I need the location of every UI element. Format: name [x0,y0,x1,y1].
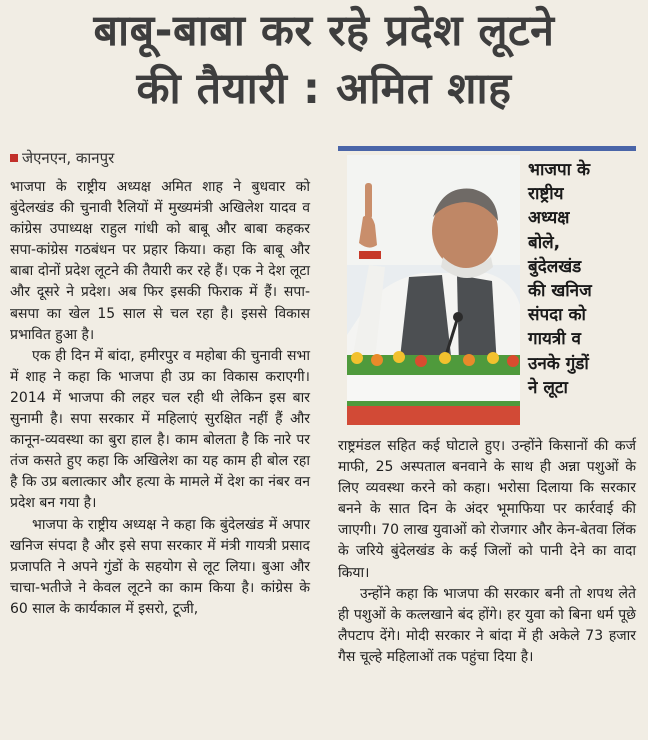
caption-line: बोले, [528,232,561,253]
speaker-photo [347,155,520,425]
article-paragraph: एक ही दिन में बांदा, हमीरपुर व महोबा की चुनावी सभा में शाह ने कहा कि भाजपा ही उप्र का विकास कराएगी। 2014 में भाजपा की लहर चल रही थी लेकिन इस बार सुनामी है। सपा सरकार में महिलाएं सुरक्षित नहीं हैं और कानून-व्यवस्था का बुरा हाल है। काम बोलता है कि नारे पर तंज कसते हुए कहा कि अखिलेश का यह काम ही बोल रहा है कि उप्र बलात्कार और हत्या के मामले में देश का नंबर वन प्रदेश बन गया है। [10,347,310,512]
caption-line: गायत्री व [528,329,581,350]
photo-top-rule [338,146,636,151]
article-paragraph: भाजपा के राष्ट्रीय अध्यक्ष अमित शाह ने बुधवार को बुंदेलखंड की चुनावी रैलियों में मुख्यमंत्री अखिलेश यादव व कांग्रेस उपाध्यक्ष राहुल गांधी को बाबू और बाबा कहकर सपा-कांग्रेस गठबंधन पर प्रहार किया। कहा कि बाबू और बाबा दोनों प्रदेश लूटने की तैयारी कर रहे हैं। एक ने देश लूटा और दूसरे ने प्रदेश। अब फिर इसकी फिराक में हैं। सपा-बसपा का खेल 15 साल से चल रहा है। इससे विकास प्रभावित हुआ है। [10,179,310,343]
caption-line: उनके गुंडों [528,353,589,374]
article-column-right [338,436,636,668]
byline [10,148,114,168]
caption-line: बुंदेलखंड [528,256,582,277]
byline-marker-icon [10,154,18,162]
caption-line: राष्ट्रीय [528,184,564,205]
article-paragraph: उन्होंने कहा कि भाजपा की सरकार बनी तो शपथ लेते ही पशुओं के कत्लखाने बंद होंगे। हर युवा को बिना धर्म पूछे लैपटाप देंगे। मोदी सरकार ने बांदा में ही अकेले 73 हजार गैस चूल्हे महिलाओं तक पहुंचा दिया है। [338,585,636,665]
article-paragraph: भाजपा के राष्ट्रीय अध्यक्ष ने कहा कि बुंदेलखंड में अपार खनिज संपदा है और इसे सपा सरकार में मंत्री गायत्री प्रसाद प्रजापति ने अपने गुंडों के सहयोग से लूट लिया। बुआ और चाचा-भतीजे ने केवल लूटने का काम किया है। कांग्रेस के 60 साल के कार्यकाल में इसरो, टूजी, [10,516,310,617]
byline-text: जेएनएन, कानपुर [22,149,115,167]
caption-line: भाजपा के [528,160,591,180]
caption-line: ने लूटा [528,377,568,398]
article-paragraph: राष्ट्रमंडल सहित कई घोटाले हुए। उन्होंने किसानों की कर्ज माफी, 25 अस्पताल बनवाने के साथ ही अन्ना पशुओं के लिए व्यवस्था करने को कहा। भरोसा दिलाया कि सरकार बनने के सात दिन के अंदर भूमाफिया पर कार्रवाई की जाएगी। 70 लाख युवाओं को रोजगार और केन-बेतवा लिंक के जरिये बुंदेलखंड के कई जिलों को पानी देने का वादा किया। [338,438,636,581]
speaker-at-podium-image [347,155,520,425]
article-column-left [10,177,310,620]
caption-line: संपदा को [528,305,586,326]
headline-line-1: बाबू-बाबा कर रहे प्रदेश लूटने [93,6,555,56]
caption-line: अध्यक्ष [528,208,570,229]
headline-line-2: की तैयारी : अमित शाह [136,64,512,114]
photo-caption [528,158,636,400]
headline [0,2,648,118]
caption-line: की खनिज [528,281,592,302]
